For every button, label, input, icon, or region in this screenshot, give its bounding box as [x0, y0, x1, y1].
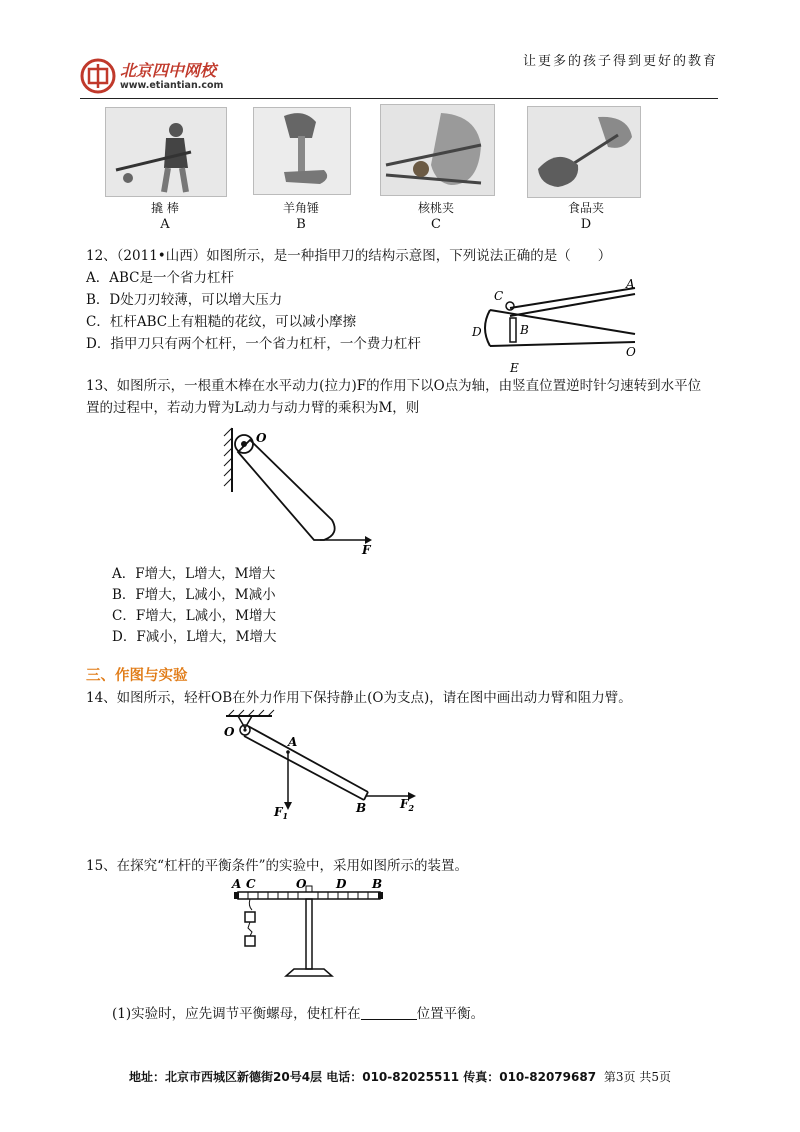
q14-label-o: O: [224, 725, 235, 739]
caption-d: 食品夹: [567, 201, 604, 215]
q15-sub1-after: 位置平衡。: [416, 1006, 485, 1022]
q15-sub1: [112, 1004, 484, 1024]
q15-label-d: D: [336, 877, 347, 891]
logo-text: 北京四中网校: [120, 61, 217, 80]
letter-b: B: [296, 217, 306, 232]
svg-text:F2: [399, 797, 415, 813]
q13-label-f: F: [362, 543, 371, 557]
q14-label-f1: F: [274, 805, 283, 819]
q12-label-b: B: [520, 323, 529, 337]
q13-stem-line2: 置的过程中，若动力臂为L动力与动力臂的乘积为M，则: [86, 400, 420, 416]
footer-address: 地址：北京市西城区新德街20号4层 电话：010-82025511 传真：010-82079687: [129, 1070, 597, 1084]
footer-page: 第3页 共5页: [603, 1070, 671, 1084]
q12-option-b: B．D处刀刃较薄，可以增大压力: [86, 292, 283, 308]
q13-option-c: C．F增大，L减小，M增大: [112, 608, 276, 624]
q14-label-b: B: [356, 801, 367, 815]
q14-label-a: A: [288, 735, 298, 749]
q12-label-a: A: [626, 277, 635, 291]
q15-label-b: B: [372, 877, 383, 891]
logo-url: www.etiantian.com: [120, 80, 224, 91]
q12-option-a: A．ABC是一个省力杠杆: [86, 270, 234, 286]
header-logo: [80, 58, 240, 98]
q12-label-d: D: [472, 325, 482, 339]
q15-label-a: A: [232, 877, 242, 891]
caption-b: 羊角锤: [282, 201, 319, 215]
svg-text:F1: [273, 805, 288, 821]
lever-apparatus-diagram: [228, 874, 388, 982]
q12-stem: 12、（2011•山西）如图所示，是一种指甲刀的结构示意图，下列说法正确的是（ ）: [86, 248, 612, 264]
figure-crowbar: [105, 107, 227, 197]
letter-a: A: [160, 217, 170, 232]
figure-claw-hammer: [253, 107, 351, 195]
letter-d: D: [580, 217, 592, 232]
q13-label-o: O: [256, 431, 267, 445]
q13-option-d: D．F减小，L增大，M增大: [112, 629, 277, 645]
rod-rotation-diagram: [220, 422, 380, 562]
q13-option-b: B．F增大，L减小，M减小: [112, 587, 276, 603]
letter-c: C: [431, 217, 441, 232]
q12-option-c: C．杠杆ABC上有粗糙的花纹，可以减小摩擦: [86, 314, 357, 330]
logo-emblem-icon: [80, 58, 116, 94]
q14-label-f2: F: [400, 797, 409, 811]
q14-label-f2-sub: 2: [408, 803, 415, 813]
nail-clipper-diagram: [470, 276, 650, 376]
q15-sub1-before: (1)实验时，应先调节平衡螺母，使杠杆在: [112, 1006, 361, 1022]
header-divider: [80, 98, 718, 99]
q15-stem: 15、在探究“杠杆的平衡条件”的实验中，采用如图所示的装置。: [86, 858, 468, 874]
section-heading: 三、作图与实验: [86, 667, 188, 684]
q15-label-c: C: [246, 877, 256, 891]
caption-a: 撬 棒: [151, 201, 179, 215]
footer: [0, 1068, 800, 1085]
figure-food-tongs: [527, 106, 641, 198]
q12-label-c: C: [494, 289, 504, 303]
q15-label-o: O: [296, 877, 307, 891]
q12-label-e: E: [510, 361, 519, 375]
q15-answer-blank[interactable]: [361, 1005, 417, 1020]
q14-label-f1-sub: 1: [282, 811, 289, 821]
header-slogan: 让更多的孩子得到更好的教育: [522, 54, 718, 69]
q13-stem-line1: 13、如图所示，一根重木棒在水平动力(拉力)F的作用下以O点为轴，由竖直位置逆时针匀速转到水平位: [86, 378, 702, 394]
lever-ob-diagram: [220, 708, 420, 826]
figure-nutcracker: [380, 104, 495, 196]
caption-c: 核桃夹: [417, 201, 454, 215]
q14-stem: 14、如图所示，轻杆OB在外力作用下保持静止(O为支点)，请在图中画出动力臂和阻力臂。: [86, 690, 632, 706]
q13-option-a: A．F增大，L增大，M增大: [112, 566, 276, 582]
q12-label-o: O: [626, 345, 636, 359]
q12-option-d: D．指甲刀只有两个杠杆，一个省力杠杆，一个费力杠杆: [86, 336, 421, 352]
